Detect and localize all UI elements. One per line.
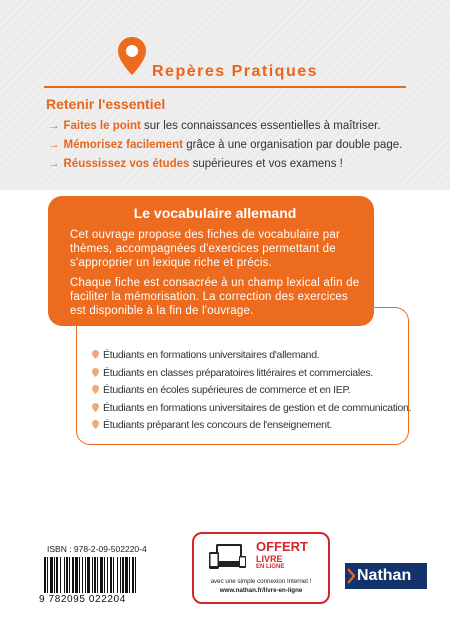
list-item: Étudiants en classes préparatoires littéraires et commerciales. bbox=[92, 365, 411, 383]
pin-icon bbox=[92, 403, 99, 412]
list-item: Étudiants en formations universitaires de gestion et de communication. bbox=[92, 400, 411, 418]
list-item: → Faites le point sur les connaissances essentielles à maîtriser. bbox=[48, 120, 381, 132]
pin-icon bbox=[92, 368, 99, 377]
offer-label: OFFERT bbox=[256, 539, 308, 554]
chevron-right-icon bbox=[347, 568, 355, 584]
brand-divider bbox=[44, 86, 406, 88]
collection-brand: Repères Pratiques bbox=[152, 63, 319, 80]
audience-list bbox=[92, 347, 411, 435]
list-item: → Mémorisez facilement grâce à une organisation par double page. bbox=[48, 139, 403, 151]
offer-url-link[interactable]: www.nathan.fr/livre-en-ligne bbox=[219, 587, 303, 594]
barcode bbox=[40, 557, 180, 593]
list-item: → Réussissez vos études supérieures et vos examens ! bbox=[48, 158, 343, 170]
offer-book-label: LIVRE bbox=[256, 554, 283, 564]
pin-icon bbox=[92, 420, 99, 429]
retenir-list bbox=[48, 117, 402, 174]
list-item: Étudiants préparant les concours de l'enseignement. bbox=[92, 417, 411, 435]
barcode-number: 9 782095 022204 bbox=[39, 594, 126, 605]
location-pin-icon bbox=[117, 36, 147, 76]
arrow-icon: → bbox=[48, 120, 60, 132]
book-title: Le vocabulaire allemand bbox=[133, 205, 297, 221]
book-description: Cet ouvrage propose des fiches de vocabulaire par thèmes, accompagnées d'exercices permettant de s'approprier un lexique riche et précis. bbox=[70, 229, 340, 269]
publisher-logo: Nathan bbox=[345, 563, 427, 589]
offer-online-label: EN LIGNE bbox=[256, 564, 285, 570]
online-book-offer[interactable] bbox=[192, 532, 330, 604]
list-item: Étudiants en formations universitaires d'allemand. bbox=[92, 347, 411, 365]
section-title: Retenir l'essentiel bbox=[46, 96, 166, 112]
pin-icon bbox=[92, 350, 99, 359]
list-item: Étudiants en écoles supérieures de commerce et en IEP. bbox=[92, 382, 411, 400]
pin-icon bbox=[92, 385, 99, 394]
devices-icon bbox=[208, 542, 248, 572]
arrow-icon: → bbox=[48, 139, 60, 151]
offer-connexion-text: avec une simple connexion Internet ! bbox=[210, 578, 312, 585]
isbn: ISBN : 978-2-09-502220-4 bbox=[47, 544, 147, 554]
arrow-icon: → bbox=[48, 158, 60, 170]
book-summary-box bbox=[48, 196, 374, 326]
book-description: Chaque fiche est consacrée à un champ lexical afin de faciliter la mémorisation. La correction des exercices est disponible à la fin de l'ouvrage. bbox=[70, 277, 360, 317]
